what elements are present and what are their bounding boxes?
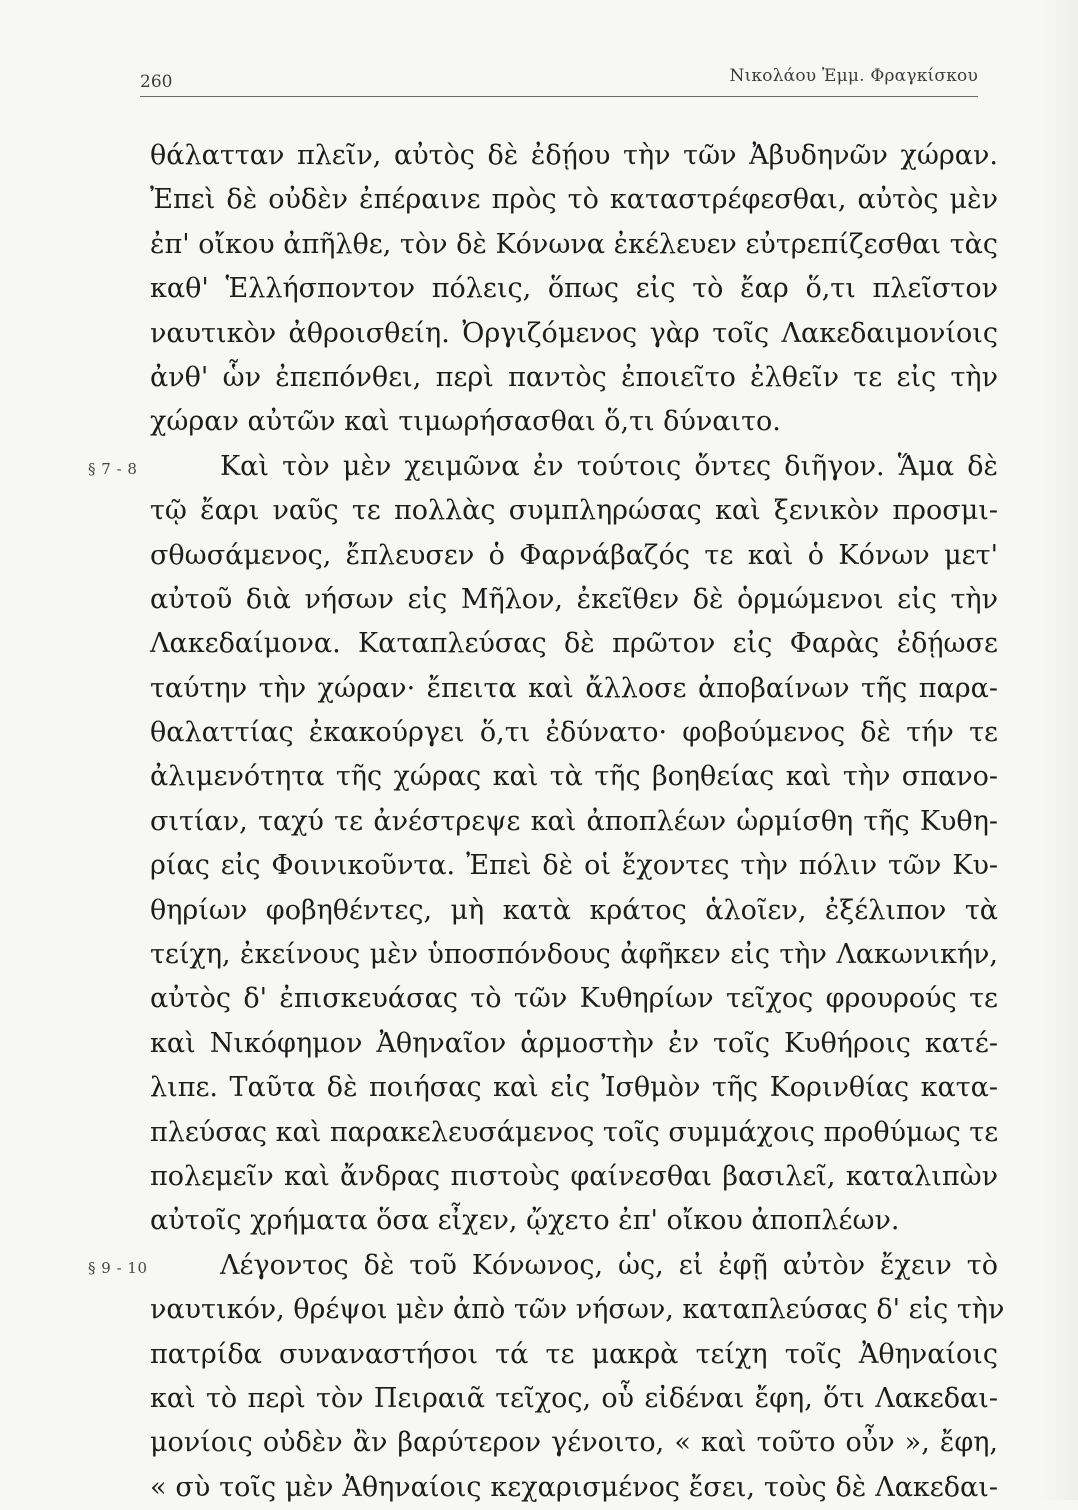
text-line <box>150 578 998 622</box>
text-line <box>150 1022 998 1066</box>
line-text: τῷ ἔαρι ναῦς τε πολλὰς συμπληρώσας καὶ ξενικὸν προσμι- <box>150 495 998 527</box>
line-text: πατρίδα συναναστήσοι τά τε μακρὰ τείχη τοῖς Ἀθηναίοις <box>150 1338 998 1370</box>
running-head <box>140 62 978 97</box>
line-text: ρίας εἰς Φοινικοῦντα. Ἐπεὶ δὲ οἱ ἔχοντες τὴν πόλιν τῶν Κυ- <box>150 850 998 882</box>
line-text: ἀνθ' ὧν ἐπεπόνθει, περὶ παντὸς ἐποιεῖτο ἐλθεῖν τε εἰς τὴν <box>150 361 998 393</box>
running-title: Νικολάου Ἐμμ. Φραγκίσκου <box>729 66 978 86</box>
line-text: πολεμεῖν καὶ ἄνδρας πιστοὺς φαίνεσθαι βασιλεῖ, καταλιπὼν <box>150 1160 998 1192</box>
text-line <box>88 445 998 489</box>
line-text: Καὶ τὸν μὲν χειμῶνα ἐν τούτοις ὄντες διῆγον. Ἅμα δὲ <box>220 450 998 482</box>
text-line <box>150 755 998 799</box>
line-text: « σὺ τοῖς μὲν Ἀθηναίοις κεχαρισμένος ἔσει, τοὺς δὲ Λακεδαι- <box>150 1471 998 1503</box>
line-text: λιπε. Ταῦτα δὲ ποιήσας καὶ εἰς Ἰσθμὸν τῆς Κορινθίας κατα- <box>150 1072 998 1104</box>
text-line <box>150 1466 998 1510</box>
line-text: Ἐπεὶ δὲ οὐδὲν ἐπέραινε πρὸς τὸ καταστρέφεσθαι, αὐτὸς μὲν <box>150 184 998 216</box>
text-line <box>150 933 998 977</box>
text-line <box>150 800 998 844</box>
line-text: σθωσάμενος, ἔπλευσεν ὁ Φαρνάβαζός τε καὶ ὁ Κόνων μετ' <box>150 539 998 571</box>
line-text: ἐπ' οἴκου ἀπῆλθε, τὸν δὲ Κόνωνα ἐκέλευεν εὐτρεπίζεσθαι τὰς <box>150 228 998 260</box>
line-text: ἀλιμενότητα τῆς χώρας καὶ τὰ τῆς βοηθείας καὶ τὴν σπανο- <box>150 761 998 793</box>
line-text: θάλατταν πλεῖν, αὐτὸς δὲ ἐδῄου τὴν τῶν Ἀβυδηνῶν χώραν. <box>150 140 998 171</box>
text-line <box>88 1244 998 1288</box>
line-text: καὶ τὸ περὶ τὸν Πειραιᾶ τεῖχος, οὗ εἰδέναι ἔφη, ὅτι Λακεδαι- <box>150 1382 998 1414</box>
text-line <box>150 667 998 711</box>
text-line <box>150 534 998 578</box>
line-text: καθ' Ἑλλήσποντον πόλεις, ὅπως εἰς τὸ ἔαρ ὅ,τι πλεῖστον <box>150 273 998 305</box>
text-line <box>150 1288 1005 1332</box>
page-number: 260 <box>140 72 173 92</box>
text-line <box>150 977 998 1021</box>
text-line <box>150 134 998 178</box>
line-text: ταύτην τὴν χώραν· ἔπειτα καὶ ἄλλοσε ἀποβαίνων τῆς παρα- <box>150 672 998 704</box>
line-text: σιτίαν, ταχύ τε ἀνέστρεψε καὶ ἀποπλέων ὡρμίσθη τῆς Κυθη- <box>150 805 998 837</box>
text-line <box>150 178 998 222</box>
line-text: πλεύσας καὶ παρακελευσάμενος τοῖς συμμάχοις προθύμως τε <box>150 1116 999 1148</box>
text-line <box>150 1377 998 1421</box>
line-text: θαλαττίας ἐκακούργει ὅ,τι ἐδύνατο· φοβούμενος δὲ τήν τε <box>150 717 998 749</box>
line-text: τείχη, ἐκείνους μὲν ὑποσπόνδους ἀφῆκεν εἰς τὴν Λακωνικήν, <box>150 939 998 971</box>
line-text: θηρίων φοβηθέντες, μὴ κατὰ κράτος ἁλοῖεν, ἐξέλιπον τὰ <box>150 894 998 926</box>
line-text: μονίοις οὐδὲν ἂν βαρύτερον γένοιτο, « καὶ τοῦτο οὖν », ἔφη, <box>150 1427 998 1459</box>
text-line <box>150 1155 998 1199</box>
text-line <box>150 267 998 311</box>
text-line <box>150 711 998 755</box>
text-line <box>150 400 998 444</box>
section-reference: § 7 - 8 <box>88 459 138 478</box>
line-text: Λακεδαίμονα. Καταπλεύσας δὲ πρῶτον εἰς Φαρὰς ἐδῄωσε <box>150 628 998 660</box>
text-line <box>150 356 998 400</box>
text-line <box>150 312 998 356</box>
text-line <box>150 622 998 666</box>
line-text: Λέγοντος δὲ τοῦ Κόνωνος, ὡς, εἰ ἐφῇ αὐτὸν ἔχειν τὸ <box>220 1249 998 1281</box>
line-text: χώραν αὐτῶν καὶ τιμωρήσασθαι ὅ,τι δύναιτο. <box>150 406 781 438</box>
line-text: αὐτοῦ διὰ νήσων εἰς Μῆλον, ἐκεῖθεν δὲ ὁρμώμενοι εἰς τὴν <box>150 583 998 615</box>
text-line <box>150 1333 998 1377</box>
line-text: αὐτὸς δ' ἐπισκευάσας τὸ τῶν Κυθηρίων τεῖχος φρουρούς τε <box>150 983 998 1015</box>
line-text: ναυτικὸν ἀθροισθείη. Ὀργιζόμενος γὰρ τοῖς Λακεδαιμονίοις <box>150 317 998 349</box>
text-line <box>150 1111 998 1155</box>
text-line <box>150 889 998 933</box>
text-line <box>150 1421 998 1465</box>
line-text: καὶ Νικόφημον Ἀθηναῖον ἁρμοστὴν ἐν τοῖς Κυθήροις κατέ- <box>150 1027 998 1059</box>
text-line <box>150 844 998 888</box>
body-text <box>88 134 1005 1510</box>
line-text: ναυτικόν, θρέψοι μὲν ἀπὸ τῶν νήσων, καταπλεύσας δ' εἰς τὴν <box>150 1294 1005 1326</box>
page-edge-shadow <box>1038 0 1078 1500</box>
text-line <box>150 1199 998 1243</box>
section-reference: § 9 - 10 <box>88 1258 148 1277</box>
text-line <box>150 489 998 533</box>
line-text: αὐτοῖς χρήματα ὅσα εἶχεν, ᾤχετο ἐπ' οἴκου ἀποπλέων. <box>150 1205 900 1237</box>
text-line <box>150 1066 998 1110</box>
text-line <box>150 223 998 267</box>
